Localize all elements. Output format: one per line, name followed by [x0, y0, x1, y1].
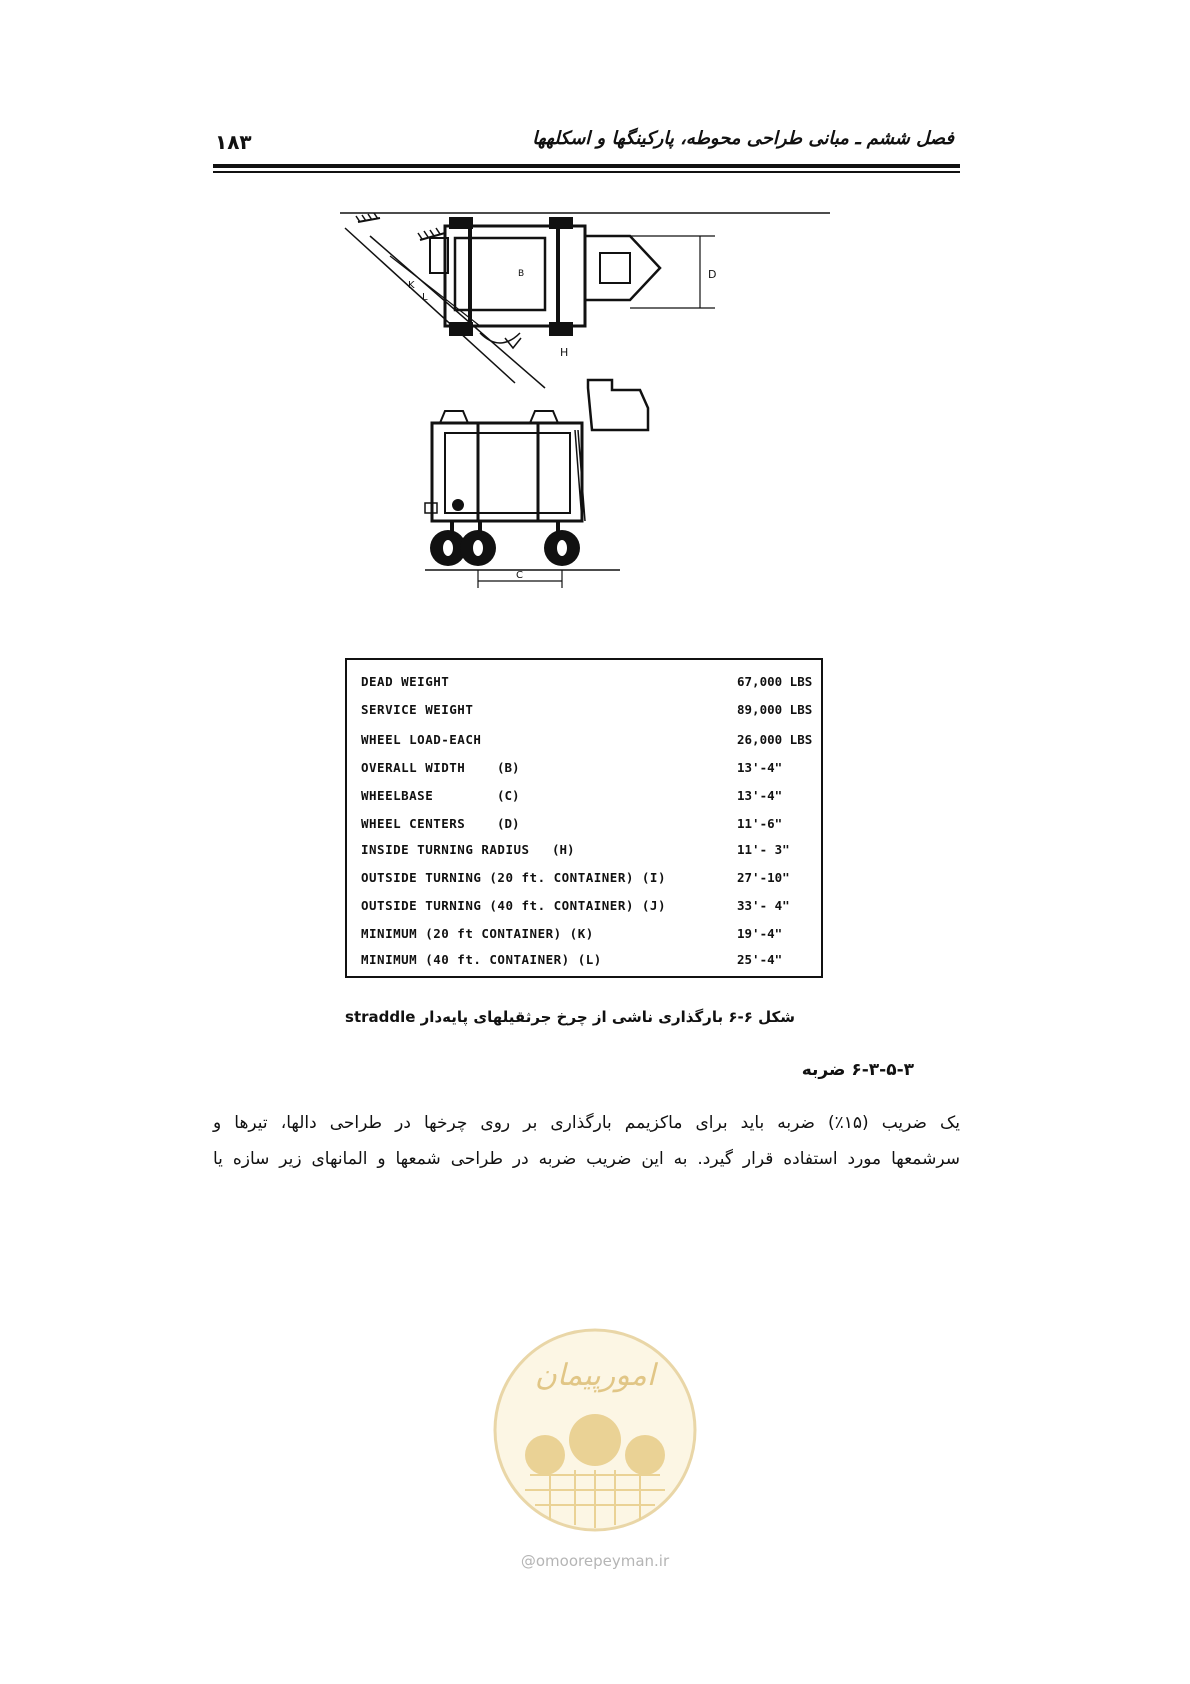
- spec-row: [347, 756, 821, 783]
- spec-code: (C): [497, 788, 520, 803]
- watermark-logo-text: امورپیمان: [534, 1358, 656, 1393]
- spec-label: DEAD WEIGHT: [361, 674, 450, 689]
- spec-code: (D): [497, 816, 520, 831]
- spec-label: INSIDE TURNING RADIUS: [361, 842, 530, 857]
- straddle-carrier-figure: [330, 208, 840, 648]
- spec-value: 27'-10": [737, 870, 790, 885]
- watermark-logo: [490, 1325, 700, 1535]
- spec-value: 67,000 LBS: [737, 674, 813, 689]
- spec-row: [347, 866, 821, 893]
- spec-row: [347, 922, 821, 949]
- spec-value: 19'-4": [737, 926, 783, 941]
- wheels-side-view: [430, 530, 580, 566]
- spec-row: [347, 698, 821, 725]
- spec-label: MINIMUM (20 ft CONTAINER) (K): [361, 926, 594, 941]
- spec-label: SERVICE WEIGHT: [361, 702, 474, 717]
- spec-label: OUTSIDE TURNING (20 ft. CONTAINER) (I): [361, 870, 666, 885]
- watermark-url: @omoorepeyman.ir: [520, 1552, 670, 1570]
- header-rule-thin: [213, 171, 960, 173]
- spec-value: 13'-4": [737, 788, 783, 803]
- header-rule-thick: [213, 164, 960, 168]
- spec-value: 89,000 LBS: [737, 702, 813, 717]
- spec-label: OUTSIDE TURNING (40 ft. CONTAINER) (J): [361, 898, 666, 913]
- page-number: ۱۸۳: [215, 130, 252, 154]
- spec-label: WHEEL CENTERS: [361, 816, 466, 831]
- section-heading: ۶-۳-۵-۳ ضربه: [801, 1060, 914, 1080]
- figure-caption: شکل ۶-۶ بارگذاری ناشی از چرخ جرثقیلهای پایه‌دار straddle: [345, 1008, 795, 1026]
- spec-value: 11'- 3": [737, 842, 790, 857]
- dimension-label-h: H: [560, 346, 569, 359]
- spec-value: 33'- 4": [737, 898, 790, 913]
- paragraph-line: یک ضریب (۱۵٪) ضربه باید برای ماکزیمم بارگذاری بر روی چرخها در طراحی دالها، تیرها و: [213, 1113, 960, 1133]
- paragraph-line: سرشمعها مورد استفاده قرار گیرد. به این ضریب ضربه در طراحی شمعها و المانهای زیر سازه یا: [213, 1149, 960, 1169]
- spec-row: [347, 812, 821, 839]
- spec-label: WHEEL LOAD-EACH: [361, 732, 482, 747]
- spec-value: 26,000 LBS: [737, 732, 813, 747]
- spec-row: [347, 838, 821, 865]
- spec-row: [347, 728, 821, 755]
- spec-label: OVERALL WIDTH: [361, 760, 466, 775]
- dimension-label-c: C: [516, 570, 523, 581]
- running-header: فصل ششم ـ مبانی طراحی محوطه، پارکینگها و اسکلهها: [532, 128, 954, 149]
- spec-row: [347, 948, 821, 975]
- spec-table: [345, 658, 823, 978]
- spec-row: [347, 894, 821, 921]
- dimension-label-k: K: [408, 280, 415, 291]
- spec-row: [347, 670, 821, 697]
- spec-value: 13'-4": [737, 760, 783, 775]
- top-view-drawing: [340, 213, 830, 388]
- spec-code: (H): [552, 842, 575, 857]
- dimension-label-b: B: [518, 269, 525, 279]
- spec-value: 11'-6": [737, 816, 783, 831]
- dimension-label-l: L: [422, 292, 428, 303]
- spec-value: 25'-4": [737, 952, 783, 967]
- spec-row: [347, 784, 821, 811]
- dimension-label-d: D: [708, 268, 717, 281]
- body-paragraph: [213, 1105, 960, 1177]
- spec-label: MINIMUM (40 ft. CONTAINER) (L): [361, 952, 602, 967]
- spec-label: WHEELBASE: [361, 788, 434, 803]
- spec-code: (B): [497, 760, 520, 775]
